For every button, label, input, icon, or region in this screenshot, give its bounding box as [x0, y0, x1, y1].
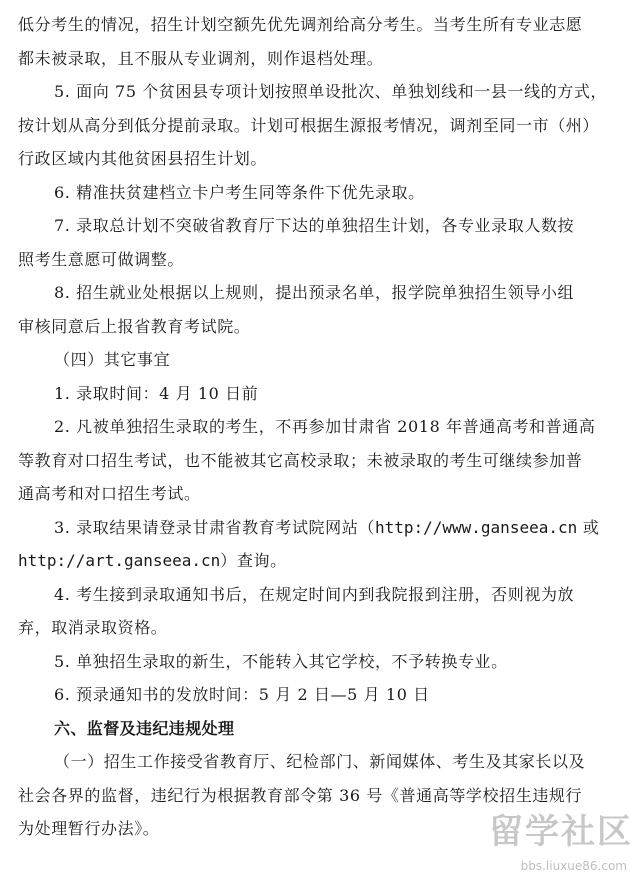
- paragraph-line: 弃，取消录取资格。: [18, 618, 168, 637]
- line-text: 或: [577, 517, 600, 537]
- list-item-7-line: 7. 录取总计划不突破省教育厅下达的单独招生计划，各专业录取人数按: [54, 216, 575, 235]
- paragraph-line: 按计划从高分到低分提前录取。计划可根据生源报考情况，调剂至同一市（州）: [18, 115, 600, 135]
- list-item-3-line: [18, 511, 625, 545]
- paragraph-line: 都未被录取，且不服从专业调剂，则作退档处理。: [18, 48, 384, 68]
- website-link[interactable]: http://www.ganseea.cn: [374, 517, 578, 537]
- list-item-4-line: 4. 考生接到录取通知书后，在规定时间内到我院报到注册，否则视为放: [54, 584, 575, 604]
- paragraph-line: 审核同意后上报省教育考试院。: [18, 316, 251, 336]
- watermark-url: bbs.liuxue86.com: [520, 859, 627, 873]
- paragraph-line: 行政区域内其他贫困县招生计划。: [18, 149, 268, 168]
- line-text: 3. 录取结果请登录甘肃省教育考试院网站（: [54, 517, 375, 537]
- paragraph-line: （一）招生工作接受省教育厅、纪检部门、新闻媒体、考生及其家长以及: [54, 752, 586, 771]
- list-item-6-line: 6. 预录通知书的发放时间：5 月 2 日—5 月 10 日: [54, 685, 430, 704]
- paragraph-line: 等教育对口招生考试，也不能被其它高校录取；未被录取的考生可继续参加普: [18, 450, 583, 470]
- list-item-2-line: 2. 凡被单独招生录取的考生，不再参加甘肃省 2018 年普通高考和普通高: [54, 417, 596, 436]
- line-text: ）查询。: [220, 551, 287, 570]
- paragraph-line: 社会各界的监督，违纪行为根据教育部令第 36 号《普通高等学校招生违规行: [18, 785, 583, 805]
- paragraph-line: [18, 544, 625, 578]
- list-item-1-line: 1. 录取时间：4 月 10 日前: [54, 383, 259, 403]
- section-heading: 六、监督及违纪违规处理: [54, 718, 235, 738]
- list-item-5-line: 5. 面向 75 个贫困县专项计划按照单设批次、单独划线和一县一线的方式，: [54, 82, 608, 101]
- list-item-6-line: 6. 精准扶贫建档立卡户考生同等条件下优先录取。: [54, 182, 425, 202]
- paragraph-line: 通高考和对口招生考试。: [18, 484, 201, 503]
- section-subheading: （四）其它事宜: [54, 350, 171, 369]
- paragraph-line: 为处理暂行办法》。: [18, 819, 160, 838]
- list-item-5-line: 5. 单独招生录取的新生，不能转入其它学校，不予转换专业。: [54, 651, 508, 671]
- paragraph-line: 照考生意愿可做调整。: [18, 249, 185, 269]
- website-link[interactable]: http://art.ganseea.cn: [18, 551, 221, 570]
- paragraph-line: 低分考生的情况，招生计划空额先优先调剂给高分考生。当考生所有专业志愿: [18, 15, 583, 34]
- watermark-title: 留学社区: [489, 812, 633, 852]
- list-item-8-line: 8. 招生就业处根据以上规则，提出预录名单，报学院单独招生领导小组: [54, 283, 575, 302]
